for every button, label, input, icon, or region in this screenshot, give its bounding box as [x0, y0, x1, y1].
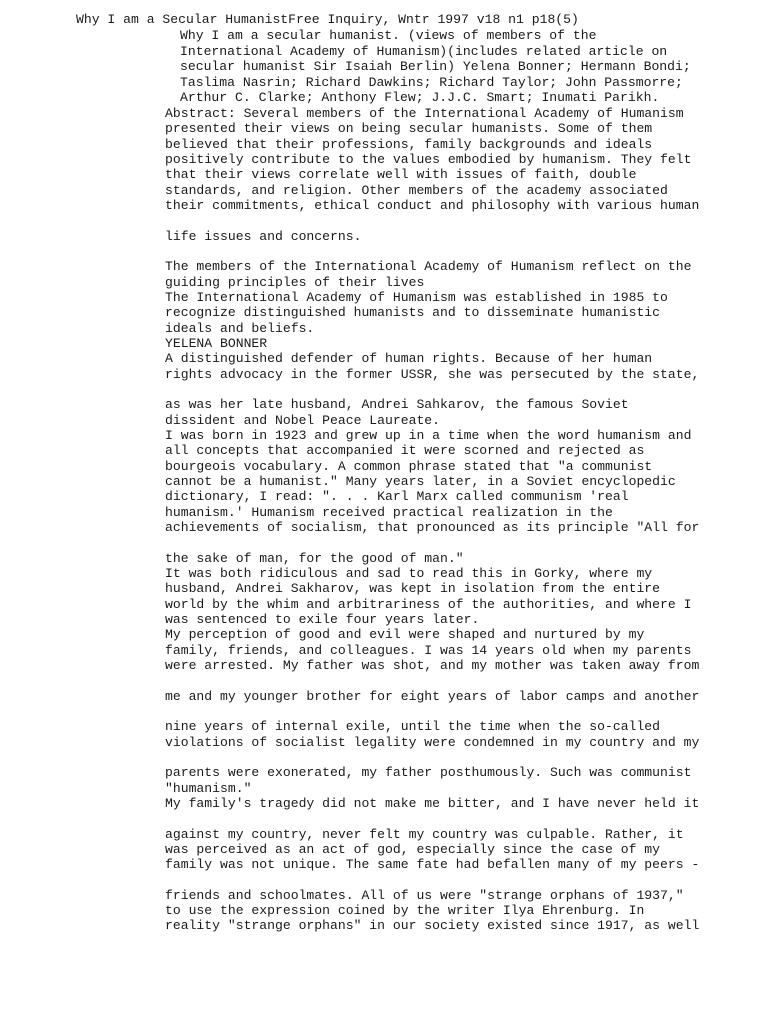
body-line: My perception of good and evil were shaped and nurtured by my — [165, 627, 645, 642]
body-line: reality "strange orphans" in our society existed since 1917, as well — [165, 918, 700, 933]
body-line: ideals and beliefs. — [165, 321, 315, 336]
document-header: Why I am a Secular HumanistFree Inquiry, Wntr 1997 v18 n1 p18(5) — [76, 12, 579, 27]
body-line: was sentenced to exile four years later. — [165, 612, 480, 627]
body-line: My family's tragedy did not make me bitter, and I have never held it — [165, 796, 700, 811]
body-line: YELENA BONNER — [165, 336, 268, 351]
body-line: positively contribute to the values embodied by humanism. They felt — [165, 152, 692, 167]
body-line: as was her late husband, Andrei Sahkarov, the famous Soviet — [165, 397, 629, 412]
body-line: parents were exonerated, my father posthumously. Such was communist — [165, 765, 692, 780]
body-line: against my country, never felt my country was culpable. Rather, it — [165, 827, 684, 842]
body-line: life issues and concerns. — [165, 229, 362, 244]
body-line: guiding principles of their lives — [165, 275, 425, 290]
title-line: Taslima Nasrin; Richard Dawkins; Richard Taylor; John Passmorre; — [180, 75, 683, 90]
body-line: nine years of internal exile, until the time when the so-called — [165, 719, 661, 734]
title-line: International Academy of Humanism)(includes related article on — [180, 44, 668, 59]
body-line: dissident and Nobel Peace Laureate. — [165, 413, 441, 428]
body-line: bourgeois vocabulary. A common phrase stated that "a communist — [165, 459, 653, 474]
body-line: friends and schoolmates. All of us were "strange orphans of 1937," — [165, 888, 684, 903]
body-line: husband, Andrei Sakharov, was kept in isolation from the entire — [165, 581, 661, 596]
body-line: that their views correlate well with issues of faith, double — [165, 167, 637, 182]
body-line: me and my younger brother for eight years of labor camps and another — [165, 689, 700, 704]
body-line: to use the expression coined by the writer Ilya Ehrenburg. In — [165, 903, 645, 918]
body-line: their commitments, ethical conduct and philosophy with various human — [165, 198, 700, 213]
body-line: The International Academy of Humanism was established in 1985 to — [165, 290, 668, 305]
body-line: believed that their professions, family backgrounds and ideals — [165, 137, 653, 152]
body-line: family was not unique. The same fate had befallen many of my peers - — [165, 857, 700, 872]
body-line: violations of socialist legality were condemned in my country and my — [165, 735, 700, 750]
body-line: I was born in 1923 and grew up in a time when the word humanism and — [165, 428, 692, 443]
body-line: A distinguished defender of human rights. Because of her human — [165, 351, 653, 366]
body-line: was perceived as an act of god, especially since the case of my — [165, 842, 661, 857]
title-line: secular humanist Sir Isaiah Berlin) Yelena Bonner; Hermann Bondi; — [180, 59, 691, 74]
body-line: presented their views on being secular humanists. Some of them — [165, 121, 653, 136]
body-line: The members of the International Academy of Humanism reflect on the — [165, 259, 692, 274]
body-line: It was both ridiculous and sad to read this in Gorky, where my — [165, 566, 653, 581]
body-line: family, friends, and colleagues. I was 14 years old when my parents — [165, 643, 692, 658]
body-line: recognize distinguished humanists and to disseminate humanistic — [165, 305, 661, 320]
body-line: achievements of socialism, that pronounced as its principle "All for — [165, 520, 700, 535]
body-line: cannot be a humanist." Many years later, in a Soviet encyclopedic — [165, 474, 676, 489]
body-line: all concepts that accompanied it were scorned and rejected as — [165, 443, 645, 458]
body-line: Abstract: Several members of the International Academy of Humanism — [165, 106, 684, 121]
body-line: the sake of man, for the good of man." — [165, 551, 464, 566]
body-line: "humanism." — [165, 781, 252, 796]
title-line: Arthur C. Clarke; Anthony Flew; J.J.C. Smart; Inumati Parikh. — [180, 90, 660, 105]
body-line: dictionary, I read: ". . . Karl Marx called communism 'real — [165, 489, 629, 504]
body-line: were arrested. My father was shot, and my mother was taken away from — [165, 658, 700, 673]
title-line: Why I am a secular humanist. (views of members of the — [180, 28, 597, 43]
body-line: world by the whim and arbitrariness of the authorities, and where I — [165, 597, 692, 612]
body-line: rights advocacy in the former USSR, she was persecuted by the state, — [165, 367, 700, 382]
body-line: humanism.' Humanism received practical realization in the — [165, 505, 613, 520]
body-line: standards, and religion. Other members of the academy associated — [165, 183, 668, 198]
